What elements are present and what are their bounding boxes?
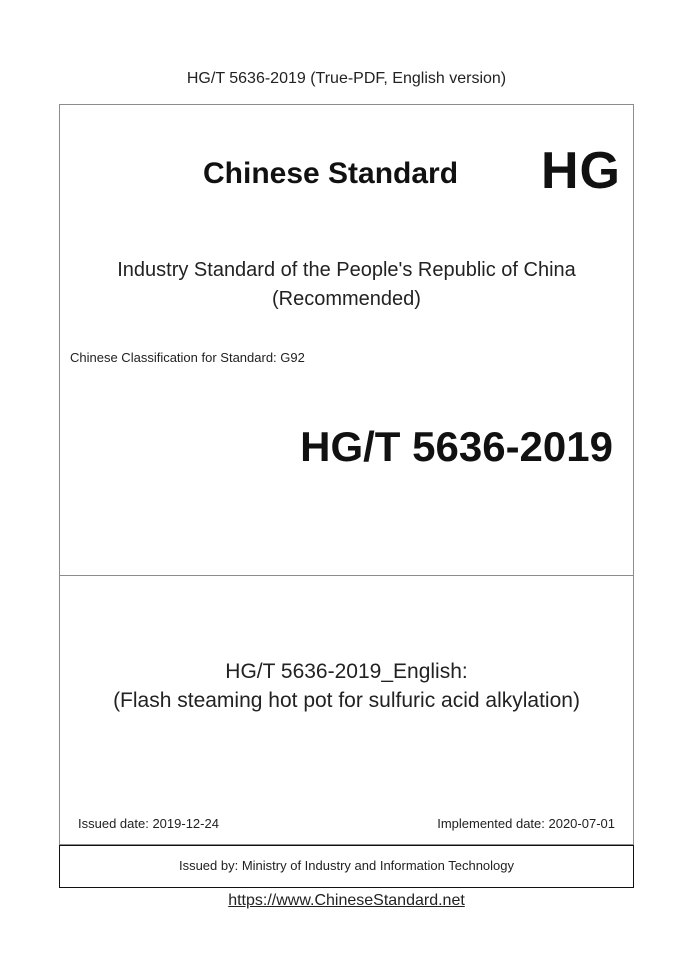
recommended-line: (Recommended) xyxy=(272,288,421,310)
hg-mark: HG xyxy=(541,142,621,200)
industry-standard-line: Industry Standard of the People's Republic of China xyxy=(117,259,576,281)
implemented-date: Implemented date: 2020-07-01 xyxy=(437,816,615,831)
english-title-line: HG/T 5636-2019_English: xyxy=(225,660,468,683)
section-divider xyxy=(60,575,633,576)
issued-date: Issued date: 2019-12-24 xyxy=(78,816,219,831)
cover-frame xyxy=(59,104,634,845)
standard-number: HG/T 5636-2019 xyxy=(300,423,613,470)
document-header: HG/T 5636-2019 (True-PDF, English version) xyxy=(186,70,507,87)
subject-title-line: (Flash steaming hot pot for sulfuric acid alkylation) xyxy=(113,689,580,712)
website-link[interactable]: https://www.ChineseStandard.net xyxy=(228,892,465,909)
classification-text: Chinese Classification for Standard: G92 xyxy=(70,350,305,365)
cover-heading: Chinese Standard xyxy=(203,157,459,190)
issuer-box: Issued by: Ministry of Industry and Information Technology xyxy=(59,845,634,888)
